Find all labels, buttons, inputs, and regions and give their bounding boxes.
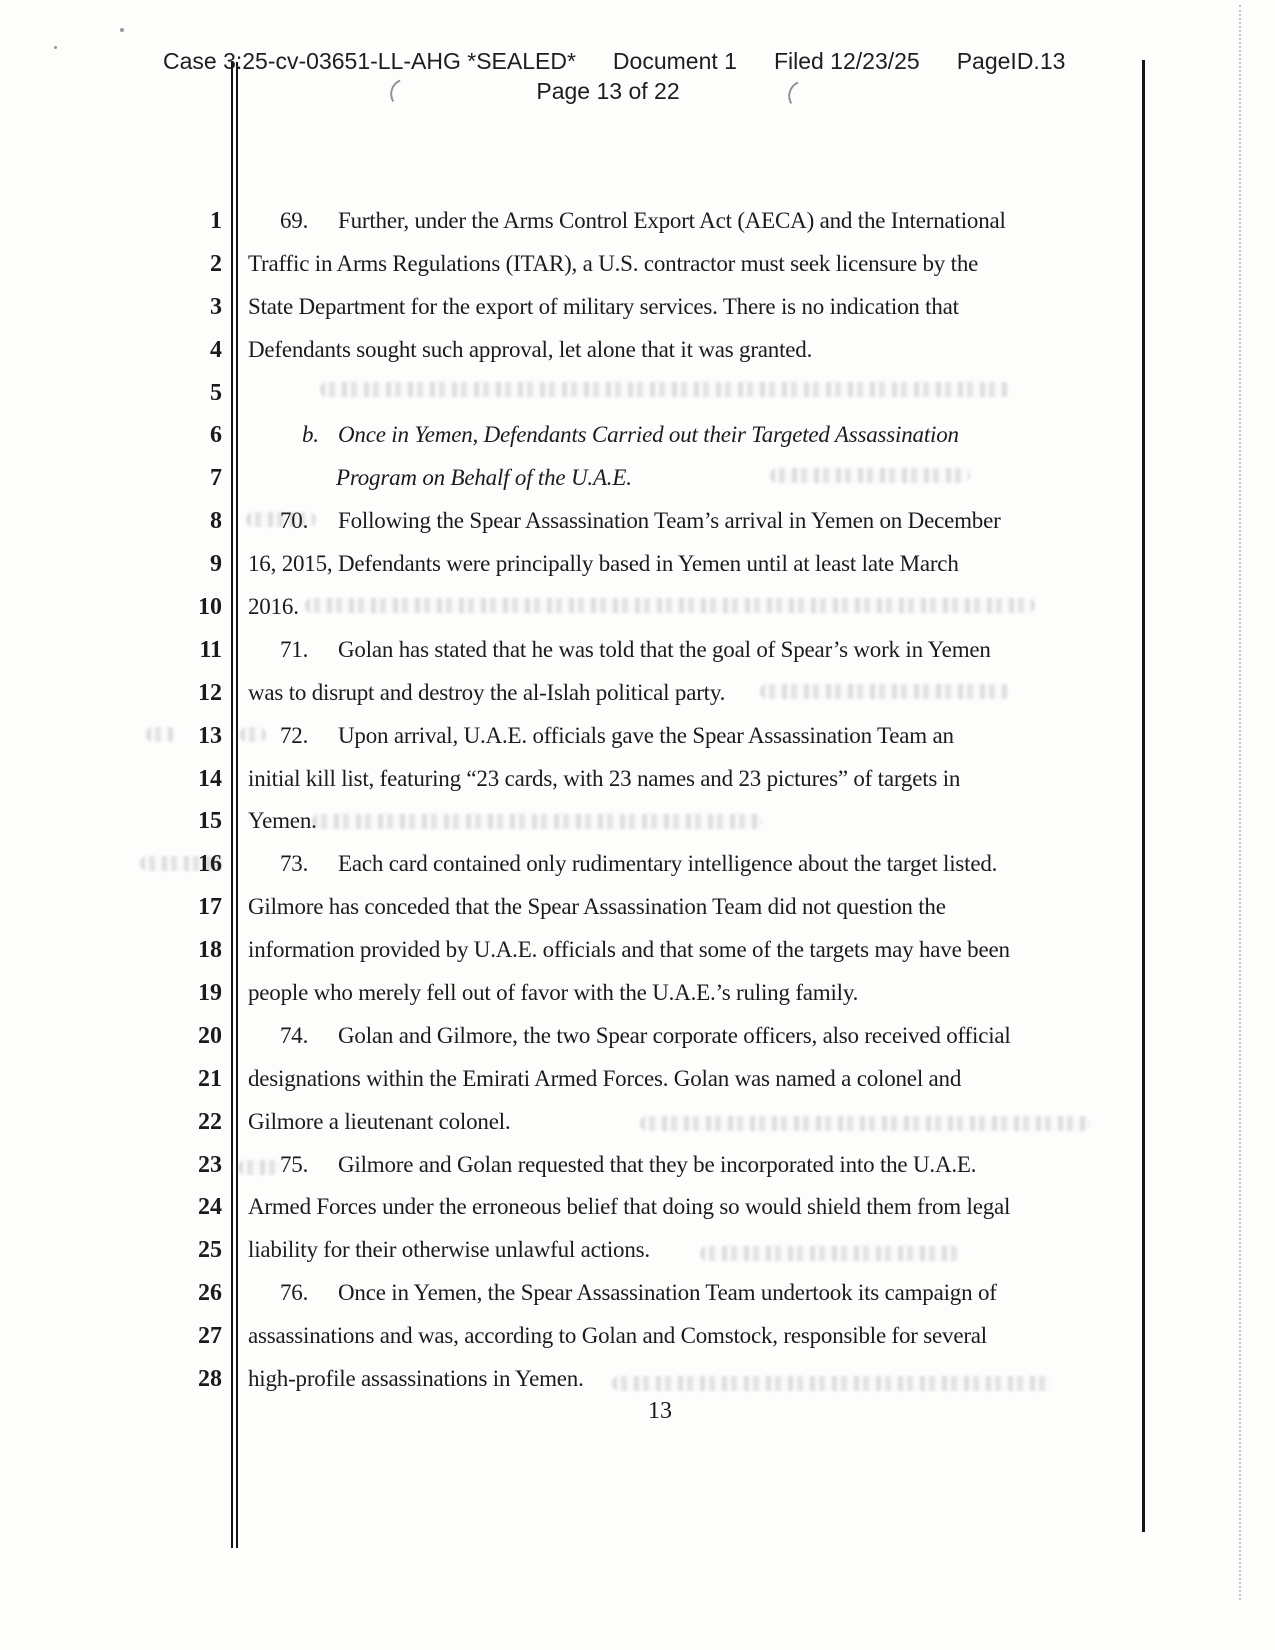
document-line	[0, 1015, 1140, 1058]
paragraph-text: Golan and Gilmore, the two Spear corporate officers, also received official	[338, 1022, 1011, 1048]
heading-text: Program on Behalf of the U.A.E.	[336, 465, 632, 491]
bleedthrough-smudge	[760, 684, 1010, 699]
document-line	[0, 1144, 1140, 1187]
line-text	[248, 414, 959, 457]
right-margin-rule	[1142, 60, 1145, 1532]
paragraph-text: Further, under the Arms Control Export Act (AECA) and the International	[338, 208, 1006, 233]
scan-edge-artifact	[1239, 5, 1241, 1600]
line-text	[248, 972, 858, 1015]
document-line	[0, 629, 1140, 672]
body-text: people who merely fell out of favor with the U.A.E.’s ruling family.	[248, 980, 859, 1006]
line-text	[248, 1058, 961, 1101]
filed-date: Filed 12/23/25	[773, 48, 920, 74]
line-number: 15	[198, 808, 222, 835]
bleedthrough-smudge	[700, 1246, 960, 1261]
line-text	[248, 543, 959, 586]
page-id: PageID.13	[956, 48, 1066, 74]
line-text	[248, 800, 317, 843]
paragraph-number: 76.	[280, 1280, 309, 1306]
line-number: 14	[198, 765, 222, 792]
body-text: high-profile assassinations in Yemen.	[248, 1366, 584, 1392]
line-number: 1	[210, 208, 222, 234]
body-text: information provided by U.A.E. officials and that some of the targets may have been	[248, 937, 1010, 963]
line-number: 19	[198, 980, 222, 1007]
line-text	[248, 1358, 584, 1401]
line-text	[248, 758, 960, 801]
document-line	[0, 972, 1140, 1015]
paragraph-number: 70.	[280, 508, 309, 534]
paragraph-text: Once in Yemen, the Spear Assassination Team undertook its campaign of	[338, 1280, 997, 1306]
line-text	[248, 1315, 987, 1358]
document-line	[0, 1229, 1140, 1272]
line-text	[248, 1015, 1011, 1058]
body-text: Gilmore has conceded that the Spear Assassination Team did not question the	[248, 894, 946, 920]
line-number: 20	[198, 1022, 222, 1049]
paragraph-text: Following the Spear Assassination Team’s arrival in Yemen on December	[338, 508, 1001, 534]
body-text: Armed Forces under the erroneous belief that doing so would shield them from legal	[248, 1194, 1011, 1220]
bleedthrough-smudge	[140, 856, 224, 871]
body-text: Gilmore a lieutenant colonel.	[248, 1108, 511, 1134]
line-text	[248, 1186, 1010, 1229]
body-text: Defendants sought such approval, let alone that it was granted.	[248, 336, 813, 362]
paragraph-text: Gilmore and Golan requested that they be incorporated into the U.A.E.	[338, 1151, 977, 1177]
body-text: Yemen.	[248, 808, 317, 834]
paragraph-number: 72.	[280, 722, 309, 748]
line-number: 9	[210, 551, 222, 578]
line-text	[248, 629, 991, 672]
line-text	[248, 200, 1006, 243]
line-text	[248, 1272, 997, 1315]
document-line	[0, 1058, 1140, 1101]
document-number: Document 1	[612, 48, 737, 74]
paragraph-number: 71.	[280, 636, 309, 662]
line-number: 4	[210, 336, 222, 363]
line-number: 25	[198, 1237, 222, 1264]
document-line	[0, 886, 1140, 929]
line-text	[248, 843, 997, 886]
paragraph-text: Upon arrival, U.A.E. officials gave the Spear Assassination Team an	[338, 722, 954, 748]
footer-page-number: 13	[648, 1398, 672, 1424]
body-text: Traffic in Arms Regulations (ITAR), a U.S. contractor must seek licensure by the	[248, 250, 979, 276]
line-number: 27	[198, 1323, 222, 1350]
line-text	[248, 929, 1010, 972]
bleedthrough-smudge	[320, 382, 1010, 397]
line-number: 10	[198, 594, 222, 621]
document-line	[0, 414, 1140, 457]
line-number: 24	[198, 1194, 222, 1221]
line-number: 16	[198, 851, 222, 878]
paragraph-number: 74.	[280, 1022, 309, 1048]
page-x-of-y: Page 13 of 22	[536, 78, 680, 104]
body-text: designations within the Emirati Armed Forces. Golan was named a colonel and	[248, 1065, 962, 1091]
ecf-header	[163, 48, 1066, 105]
document-line	[0, 200, 1140, 243]
line-number: 21	[198, 1065, 222, 1092]
bleedthrough-smudge	[770, 468, 970, 483]
paragraph-number: 69.	[280, 208, 309, 233]
line-text	[248, 1144, 976, 1187]
paragraph-number: 75.	[280, 1151, 309, 1177]
bleedthrough-smudge	[612, 1376, 1052, 1391]
line-number: 18	[198, 937, 222, 964]
line-number: 6	[210, 422, 222, 449]
document-line	[0, 758, 1140, 801]
paragraph-text: Golan has stated that he was told that the goal of Spear’s work in Yemen	[338, 636, 991, 662]
line-text	[248, 500, 1001, 543]
document-line	[0, 286, 1140, 329]
line-number: 8	[210, 508, 222, 535]
line-number: 28	[198, 1366, 222, 1393]
line-text	[248, 1101, 510, 1144]
body-text: State Department for the export of military services. There is no indication that	[248, 293, 959, 319]
bleedthrough-smudge	[246, 512, 316, 527]
document-line	[0, 1272, 1140, 1315]
body-text: 2016.	[248, 594, 299, 620]
document-line	[0, 500, 1140, 543]
bleedthrough-smudge	[312, 814, 762, 829]
bleedthrough-smudge	[240, 727, 266, 742]
document-line	[0, 243, 1140, 286]
document-line	[0, 929, 1140, 972]
line-text	[248, 457, 632, 500]
scan-speck	[54, 46, 57, 49]
document-line	[0, 329, 1140, 372]
line-number: 13	[198, 722, 222, 749]
line-number: 12	[198, 679, 222, 706]
line-number: 23	[198, 1151, 222, 1178]
line-number: 22	[198, 1108, 222, 1135]
case-number: Case 3:25-cv-03651-LL-AHG *SEALED*	[163, 48, 576, 74]
heading-text: Once in Yemen, Defendants Carried out their Targeted Assassination	[338, 422, 959, 448]
line-number: 3	[210, 293, 222, 320]
line-text	[248, 243, 978, 286]
line-text	[248, 886, 946, 929]
body-text: liability for their otherwise unlawful actions.	[248, 1237, 650, 1263]
line-text	[248, 286, 959, 329]
line-text	[248, 672, 725, 715]
heading-label: b.	[302, 422, 319, 448]
scan-speck	[120, 28, 124, 32]
paragraph-number: 73.	[280, 851, 309, 877]
paragraph-text: Each card contained only rudimentary intelligence about the target listed.	[338, 851, 998, 877]
line-number: 11	[199, 636, 222, 663]
ecf-header-case-line	[163, 48, 1066, 75]
body-text: assassinations and was, according to Golan and Comstock, responsible for several	[248, 1323, 987, 1349]
document-line	[0, 1186, 1140, 1229]
body-text: was to disrupt and destroy the al-Islah political party.	[248, 679, 726, 705]
line-number: 5	[210, 379, 222, 406]
line-number: 26	[198, 1280, 222, 1307]
document-line	[0, 543, 1140, 586]
line-rows	[0, 200, 1140, 1401]
line-number: 17	[198, 894, 222, 921]
line-number: 2	[210, 250, 222, 277]
line-number: 7	[210, 465, 222, 492]
document-line	[0, 1315, 1140, 1358]
line-text	[248, 1229, 650, 1272]
line-text	[248, 715, 954, 758]
bleedthrough-smudge	[640, 1116, 1090, 1131]
body-text: initial kill list, featuring “23 cards, with 23 names and 23 pictures” of targets in	[248, 765, 961, 791]
bleedthrough-smudge	[238, 1160, 282, 1175]
line-text	[248, 586, 299, 629]
bleedthrough-smudge	[305, 598, 1035, 613]
bleedthrough-smudge	[146, 727, 176, 742]
body-text: 16, 2015, Defendants were principally based in Yemen until at least late March	[248, 551, 959, 577]
line-text	[248, 329, 812, 372]
